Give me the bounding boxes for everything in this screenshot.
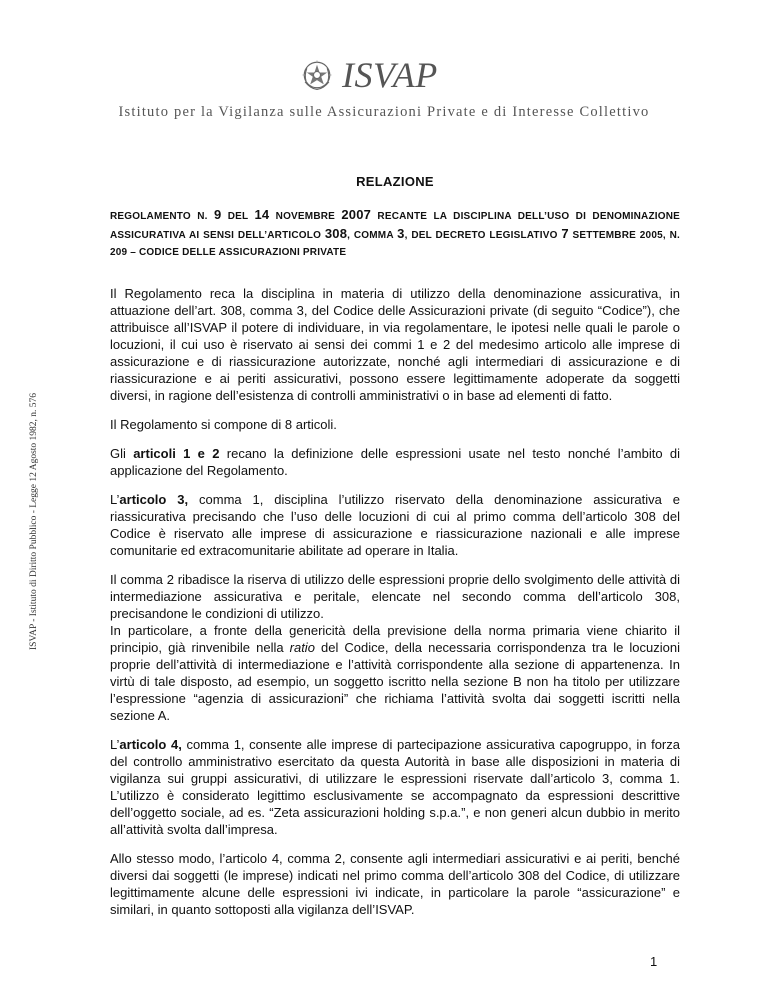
paragraph-article-3	[110, 491, 680, 559]
article-reference: articolo 4,	[119, 737, 182, 752]
regulation-title	[110, 206, 680, 261]
text: comma 1, disciplina l’utilizzo riservato della denominazione assicurativa e riassicurativa precisando che l’uso delle locuzioni di cui al primo comma dell’articolo 308 del Codice è riservato alle imprese di assicurazione e riassicurazione nazionali e alle imprese comunitarie ed extracomunitarie abilitate ad operare in Italia.	[110, 492, 680, 558]
italian-republic-emblem-icon	[300, 58, 334, 92]
text: del Codice, della necessaria corrispondenza tra le locuzioni proprie dell’attività di intermediazione e l’attività corrispondente alla sezione di appartenenza. In virtù di tale disposto, ad esempio, un soggetto iscritto nella sezione B non ha titolo per utilizzare l’espressione “agenzia di assicurazioni” che richiama l’attività svolta dai soggetti iscritti nella sezione A.	[110, 640, 680, 723]
reg-number: 9	[213, 207, 222, 222]
text: comma 1, consente alle imprese di partecipazione assicurativa capogruppo, in forza del controllo amministrativo esercitato da questa Autorità in base alle disposizioni in materia di vigilanza sui gruppi assicurativi, di utilizzare le espressioni riservate dall’articolo 3, comma 1. L’utilizzo è considerato legittimo esclusivamente se accompagnato da espressioni descrittive dell’oggetto sociale, ad es. “Zeta assicurazioni holding s.p.a.”, e non generi alcun dubbio in merito all’attività svolta dall’impresa.	[110, 737, 680, 837]
reg-year: 2007	[341, 207, 372, 222]
reg-title-text: REGOLAMENTO N.	[110, 211, 214, 222]
reg-decree-day: 7	[561, 226, 569, 241]
reg-day: 14	[254, 207, 270, 222]
text: Il comma 2 ribadisce la riserva di utilizzo delle espressioni proprie dello svolgimento delle attività di intermediazione assicurativa e peritale, elencate nel secondo comma dell’articolo 308, precisandone le condizioni di utilizzo.	[110, 572, 680, 621]
paragraph-article-4-comma-2: Allo stesso modo, l’articolo 4, comma 2, consente agli intermediari assicurativi e ai periti, benché diversi dai soggetti (le imprese) indicati nel primo comma dell’articolo 308 del Codice, di utilizzare legittimamente alcune delle espressioni ivi indicate, in particolare la parole “assicurazione” e similari, in quanto sottoposti alla vigilanza dell’ISVAP.	[110, 851, 680, 917]
reg-comma: 3	[397, 226, 405, 241]
reg-title-text: , COMMA	[347, 230, 398, 241]
paragraph-article-4	[110, 736, 680, 838]
reg-title-text: , DEL DECRETO LEGISLATIVO	[404, 230, 562, 241]
text: In particolare, a fronte della genericità della previsione della norma primaria viene chiarito il principio, già rinvenibile nella	[110, 623, 680, 655]
page-number: 1	[650, 954, 658, 969]
text: recano la definizione delle espressioni usate nel testo nonché l’ambito di applicazione del Regolamento.	[110, 446, 681, 478]
text: Gli	[110, 446, 134, 461]
legal-side-note: ISVAP - Istituto di Diritto Pubblico - Legge 12 Agosto 1982, n. 576	[29, 392, 39, 650]
reg-title-text: RECANTE LA DISCIPLINA DELL’USO DI DENOMINAZIONE ASSICURATIVA AI SENSI DELL’ARTICOLO	[110, 211, 681, 241]
reg-title-text: NOVEMBRE	[269, 211, 342, 222]
reg-title-text: DEL	[221, 211, 255, 222]
italic-term: ratio	[289, 640, 315, 655]
text: L’	[110, 737, 120, 752]
logo	[300, 57, 438, 93]
brand-name: ISVAP	[342, 55, 438, 95]
document-title: RELAZIONE	[356, 174, 434, 189]
paragraph-articles-count: Il Regolamento si compone di 8 articoli.	[110, 417, 337, 432]
institute-full-name: Istituto per la Vigilanza sulle Assicurazioni Private e di Interesse Collettivo	[118, 104, 650, 120]
paragraph-comma-2	[110, 571, 680, 724]
document-header	[0, 0, 768, 130]
paragraph-articles-1-2	[110, 445, 680, 479]
reg-title-text: SETTEMBRE 2005, N. 209 – CODICE DELLE ASSICURAZIONI PRIVATE	[110, 230, 680, 258]
paragraph-intro: Il Regolamento reca la disciplina in materia di utilizzo della denominazione assicurativa, in attuazione dell’art. 308, comma 3, del Codice delle Assicurazioni private (di seguito “Codice”), che attribuisce all’ISVAP il potere di individuare, in via regolamentare, le ipotesi nelle quali le parole o locuzioni, il cui uso è riservato ai sensi dei commi 1 e 2 del medesimo articolo alle imprese di assicurazione e di riassicurazione autorizzate, nonché agli intermediari di assicurazione e di riassicurazione e ai periti assicurativi, possono essere legittimamente adoperate da soggetti diversi, in ragione dell’esistenza di controlli amministrativi o in base ad elementi di fatto.	[110, 286, 680, 403]
article-reference: articoli 1 e 2	[133, 446, 220, 461]
article-reference: articolo 3,	[119, 492, 189, 507]
reg-article: 308	[324, 226, 348, 241]
document-body	[110, 174, 680, 930]
text: L’	[110, 492, 120, 507]
